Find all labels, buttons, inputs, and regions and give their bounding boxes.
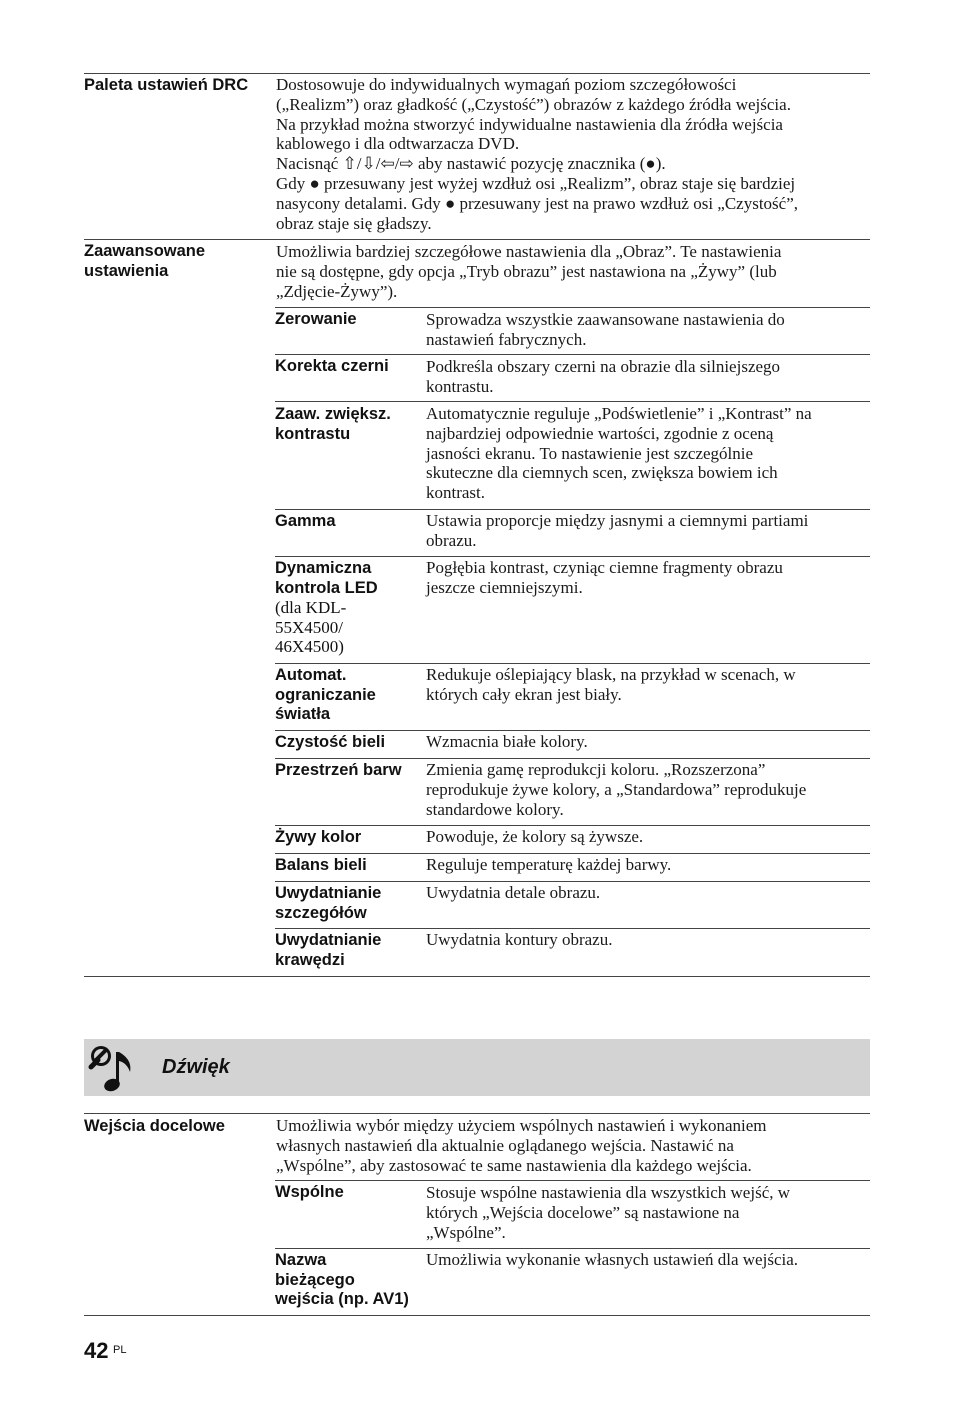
- live-color-description: Powoduje, że kolory są żywsze.: [426, 827, 644, 846]
- dynamic-led-title: Dynamiczna kontrola LED: [275, 559, 378, 597]
- section-title: Dźwięk: [162, 1056, 230, 1078]
- wrench-music-note-icon: [86, 1042, 138, 1094]
- auto-light-limit-label: Automat. ograniczanie światła: [275, 666, 376, 723]
- divider: [275, 509, 870, 510]
- common-description: Stosuje wspólne nastawienia dla wszystkich wejść, w których „Wejścia docelowe” są nastawione na „Wspólne”.: [426, 1183, 791, 1242]
- divider: [275, 1180, 870, 1181]
- current-input-name-description: Umożliwia wykonanie własnych ustawień dla wejścia.: [426, 1250, 799, 1269]
- target-inputs-description: Umożliwia wybór między użyciem wspólnych nastawień i wykonaniem własnych nastawień dla aktualnie oglądanego wejścia. Nastawić na „Wspólne”, aby zastosować te same nastawienia dla każdego wejścia.: [276, 1116, 767, 1175]
- page-language: PL: [113, 1344, 127, 1356]
- clear-white-description: Wzmacnia białe kolory.: [426, 732, 588, 751]
- divider: [84, 1113, 870, 1114]
- auto-light-limit-description: Redukuje oślepiający blask, na przykład w scenach, w których cały ekran jest biały.: [426, 665, 796, 704]
- live-color-label: Żywy kolor: [275, 828, 362, 846]
- white-balance-label: Balans bieli: [275, 856, 367, 874]
- divider: [275, 401, 870, 402]
- adv-contrast-label: Zaaw. zwiększ. kontrastu: [275, 405, 391, 443]
- detail-enhancer-description: Uwydatnia detale obrazu.: [426, 883, 601, 902]
- white-balance-description: Reguluje temperaturę każdej barwy.: [426, 855, 672, 874]
- drc-palette-description: Dostosowuje do indywidualnych wymagań poziom szczegółowości („Realizm”) oraz gładkość („Czystość”) obrazów z każdego źródła wejścia. Na przykład można stworzyć indywidualne nastawienia dla źródła wejścia kablowego i dla odtwarzacza DVD. Nacisnąć ⇧/⇩/⇦/⇨ aby nastawić pozycję znacznika (●). Gdy ● przesuwany jest wyżej wzdłuż osi „Realizm”, obraz staje się bardziej nasycony detalami. Gdy ● przesuwany jest na prawo wzdłuż osi „Czystość”, obraz staje się gładszy.: [276, 75, 799, 233]
- divider: [84, 1315, 870, 1316]
- target-inputs-label: Wejścia docelowe: [84, 1117, 225, 1135]
- dynamic-led-note: (dla KDL- 55X4500/ 46X4500): [275, 598, 347, 656]
- gamma-label: Gamma: [275, 512, 336, 530]
- divider: [84, 73, 870, 74]
- common-label: Wspólne: [275, 1183, 344, 1201]
- divider: [275, 354, 870, 355]
- drc-palette-label: Paleta ustawień DRC: [84, 76, 249, 94]
- divider: [275, 663, 870, 664]
- black-correction-label: Korekta czerni: [275, 357, 389, 375]
- color-space-description: Zmienia gamę reprodukcji koloru. „Rozszerzona” reprodukuje żywe kolory, a „Standardowa” reprodukuje standardowe kolory.: [426, 760, 807, 819]
- dynamic-led-label: [275, 559, 423, 657]
- advanced-settings-label: Zaawansowane ustawienia: [84, 242, 206, 280]
- divider: [275, 928, 870, 929]
- edge-enhancer-label: Uwydatnianie krawędzi: [275, 931, 382, 969]
- divider: [275, 825, 870, 826]
- dynamic-led-description: Pogłębia kontrast, czyniąc ciemne fragmenty obrazu jeszcze ciemniejszymi.: [426, 558, 783, 597]
- detail-enhancer-label: Uwydatnianie szczegółów: [275, 884, 382, 922]
- divider: [275, 853, 870, 854]
- adv-contrast-description: Automatycznie reguluje „Podświetlenie” i „Kontrast” na najbardziej odpowiednie wartości, zgodnie z oceną jasności ekranu. To nastawienie jest szczególnie skuteczne dla ciemnych scen, zwiększa bowiem ich kontrast.: [426, 404, 812, 503]
- edge-enhancer-description: Uwydatnia kontury obrazu.: [426, 930, 613, 949]
- divider: [275, 730, 870, 731]
- divider: [84, 239, 870, 240]
- advanced-settings-description: Umożliwia bardziej szczegółowe nastawienia dla „Obraz”. Te nastawienia nie są dostępne, gdy opcja „Tryb obrazu” jest nastawiona na „Żywy” (lub „Zdjęcie-Żywy”).: [276, 242, 782, 301]
- gamma-description: Ustawia proporcje między jasnymi a ciemnymi partiami obrazu.: [426, 511, 809, 550]
- divider: [275, 758, 870, 759]
- page-number: 42: [84, 1338, 109, 1363]
- reset-label: Zerowanie: [275, 310, 357, 328]
- divider: [275, 307, 870, 308]
- reset-description: Sprowadza wszystkie zaawansowane nastawienia do nastawień fabrycznych.: [426, 310, 785, 349]
- divider: [275, 556, 870, 557]
- current-input-name-label: Nazwa bieżącego wejścia (np. AV1): [275, 1251, 409, 1308]
- black-correction-description: Podkreśla obszary czerni na obrazie dla silniejszego kontrastu.: [426, 357, 781, 396]
- divider: [275, 881, 870, 882]
- clear-white-label: Czystość bieli: [275, 733, 386, 751]
- divider: [84, 976, 870, 977]
- divider: [275, 1248, 870, 1249]
- color-space-label: Przestrzeń barw: [275, 761, 402, 779]
